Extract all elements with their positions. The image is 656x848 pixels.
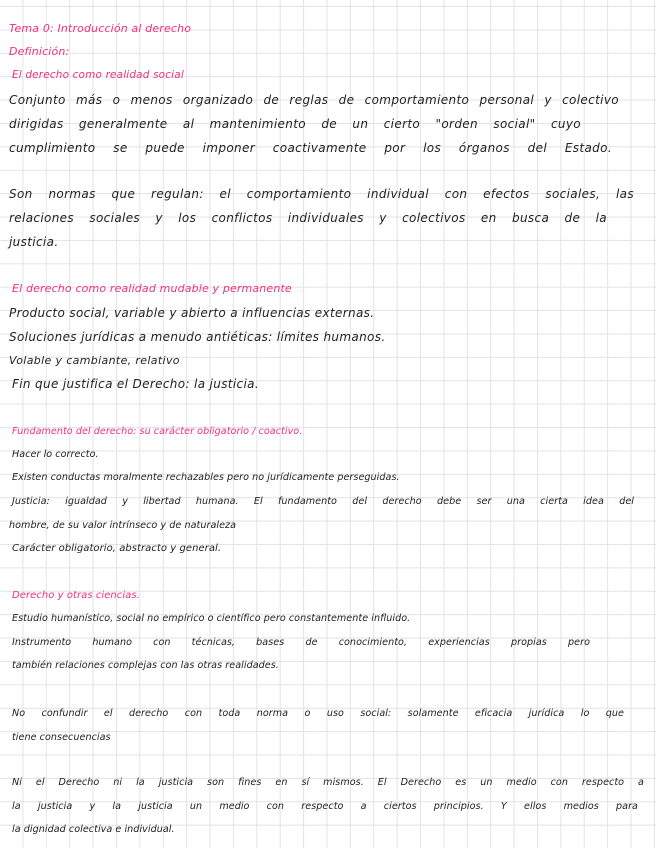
norms-paragraph-line-1: Son normas que regulan: el comportamiento individual con efectos sociales, las <box>9 187 634 201</box>
page-title: Tema 0: Introducción al derecho <box>9 22 192 35</box>
foundation-line-2: Existen conductas moralmente rechazables pero no jurídicamente perseguidas. <box>12 472 400 483</box>
foundation-line-4: hombre, de su valor intrínseco y de naturaleza <box>9 520 237 531</box>
mutable-line-1: Producto social, variable y abierto a influencias externas. <box>9 306 375 320</box>
section-heading-mutable-reality: El derecho como realidad mudable y permanente <box>12 282 292 295</box>
norms-paragraph-line-3: justicia. <box>9 235 59 249</box>
foundation-line-1: Hacer lo correcto. <box>12 449 99 460</box>
section-heading-social-reality: El derecho como realidad social <box>12 69 184 81</box>
no-confundir-line-2: tiene consecuencias <box>12 732 111 743</box>
mutable-line-2: Soluciones jurídicas a menudo antiéticas: límites humanos. <box>9 330 386 344</box>
definition-label: Definición: <box>9 45 70 58</box>
section-heading-other-sciences: Derecho y otras ciencias. <box>12 590 140 601</box>
sciences-line-3: también relaciones complejas con las otras realidades. <box>12 660 279 671</box>
definition-paragraph-line-3: cumplimiento se puede imponer coactivamente por los órganos del Estado. <box>9 141 612 155</box>
sciences-line-2: Instrumento humano con técnicas, bases de conocimiento, experiencias propias pero <box>12 637 590 648</box>
final-paragraph-line-1: Ni el Derecho ni la justicia son fines en sí mismos. El Derecho es un medio con respecto a <box>12 777 644 788</box>
sciences-line-1: Estudio humanístico, social no empírico o científico pero constantemente influido. <box>12 613 411 624</box>
definition-paragraph-line-1: Conjunto más o menos organizado de reglas de comportamiento personal y colectivo <box>9 93 619 107</box>
mutable-line-4: Fin que justifica el Derecho: la justicia. <box>12 377 260 391</box>
norms-paragraph-line-2: relaciones sociales y los conflictos individuales y colectivos en busca de la <box>9 211 607 225</box>
final-paragraph-line-2: la justicia y la justicia un medio con respecto a ciertos principios. Y ellos medios para <box>12 801 638 812</box>
no-confundir-line-1: No confundir el derecho con toda norma o uso social: solamente eficacia jurídica lo que <box>12 708 624 719</box>
foundation-line-5: Carácter obligatorio, abstracto y general. <box>12 543 222 554</box>
final-paragraph-line-3: la dignidad colectiva e individual. <box>12 824 175 835</box>
foundation-line-3: Justicia: igualdad y libertad humana. El fundamento del derecho debe ser una cierta idea del <box>12 496 634 507</box>
section-heading-foundation: Fundamento del derecho: su carácter obligatorio / coactivo. <box>12 426 303 437</box>
definition-paragraph-line-2: dirigidas generalmente al mantenimiento de un cierto "orden social" cuyo <box>9 117 581 131</box>
mutable-line-3: Volable y cambiante, relativo <box>9 354 180 367</box>
